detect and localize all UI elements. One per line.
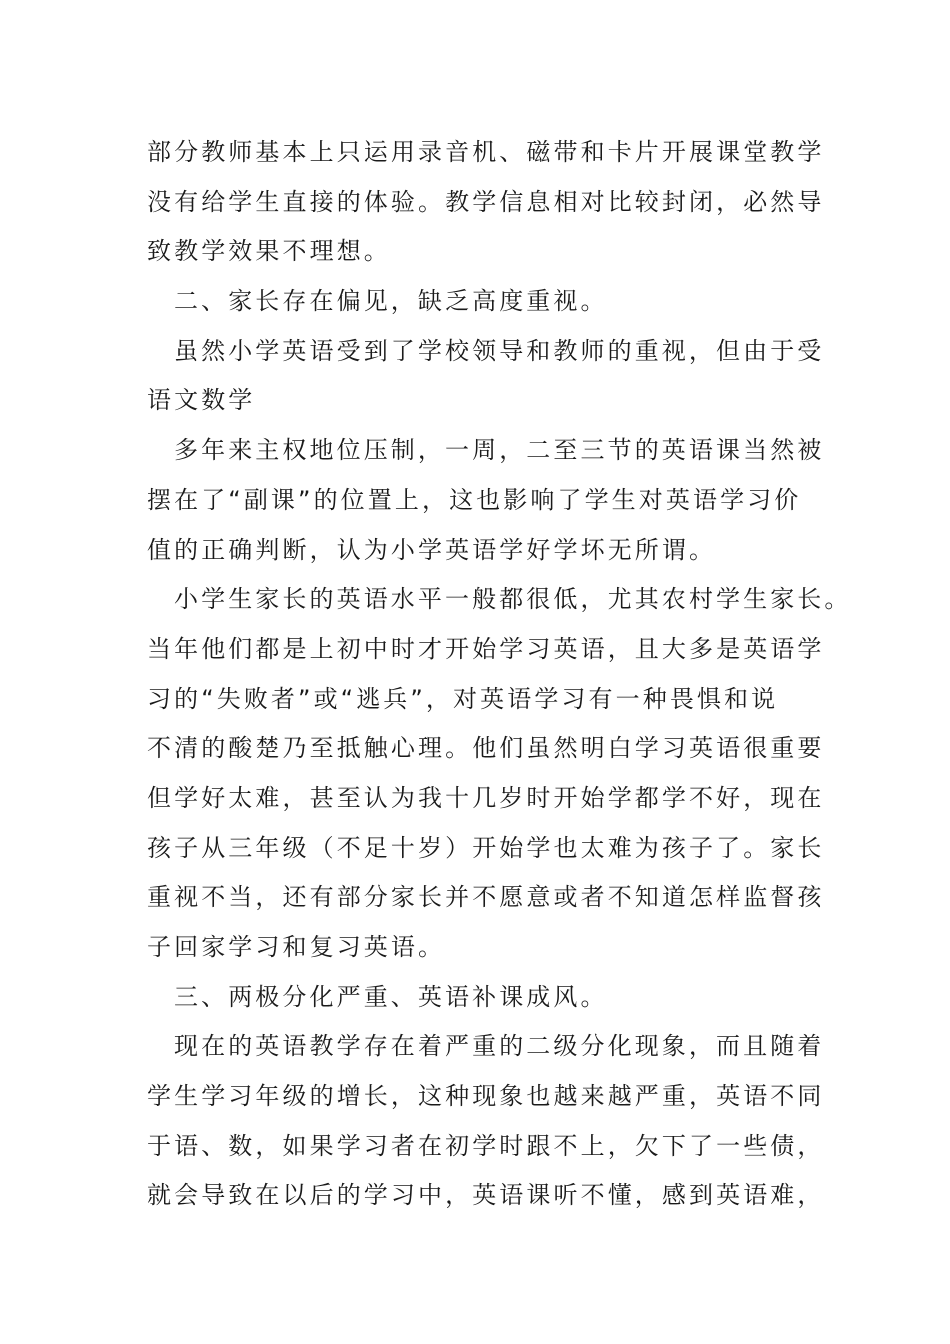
text-line: 子回家学习和复习英语。 — [147, 933, 446, 961]
text-line: 摆在了“副课”的位置上，这也影响了学生对英语学习价 — [147, 485, 802, 514]
text-line: 但学好太难，甚至认为我十几岁时开始学都学不好，现在 — [147, 783, 825, 812]
text-line: 重视不当，还有部分家长并不愿意或者不知道怎样监督孩 — [147, 883, 825, 912]
text-line: 小学生家长的英语水平一般都很低，尤其农村学生家长。 — [174, 585, 852, 614]
text-line: 多年来主权地位压制，一周，二至三节的英语课当然被 — [174, 436, 825, 465]
text-line: 值的正确判断，认为小学英语学好学坏无所谓。 — [147, 535, 717, 564]
text-line: 孩子从三年级（不足十岁）开始学也太难为孩子了。家长 — [147, 833, 825, 862]
section-heading: 二、家长存在偏见，缺乏高度重视。 — [174, 287, 608, 316]
text-line: 现在的英语教学存在着严重的二级分化现象，而且随着 — [174, 1032, 825, 1061]
text-line: 当年他们都是上初中时才开始学习英语，且大多是英语学 — [147, 634, 825, 663]
body-text — [147, 128, 852, 1221]
text-line: 语文数学 — [147, 386, 256, 415]
text-line: 于语、数，如果学习者在初学时跟不上，欠下了一些债， — [147, 1131, 825, 1160]
text-line: 虽然小学英语受到了学校领导和教师的重视，但由于受 — [174, 336, 825, 365]
text-line: 部分教师基本上只运用录音机、磁带和卡片开展课堂教学 — [147, 138, 825, 166]
text-line: 没有给学生直接的体验。教学信息相对比较封闭，必然导 — [147, 187, 825, 216]
text-line: 致教学效果不理想。 — [147, 237, 391, 266]
text-line: 学生学习年级的增长，这种现象也越来越严重，英语不同 — [147, 1082, 825, 1111]
text-line: 不清的酸楚乃至抵触心理。他们虽然明白学习英语很重要 — [147, 734, 825, 763]
text-line: 就会导致在以后的学习中，英语课听不懂，感到英语难， — [147, 1181, 825, 1210]
section-heading: 三、两极分化严重、英语补课成风。 — [174, 982, 608, 1011]
text-line: 习的“失败者”或“逃兵”，对英语学习有一种畏惧和说 — [147, 684, 779, 713]
